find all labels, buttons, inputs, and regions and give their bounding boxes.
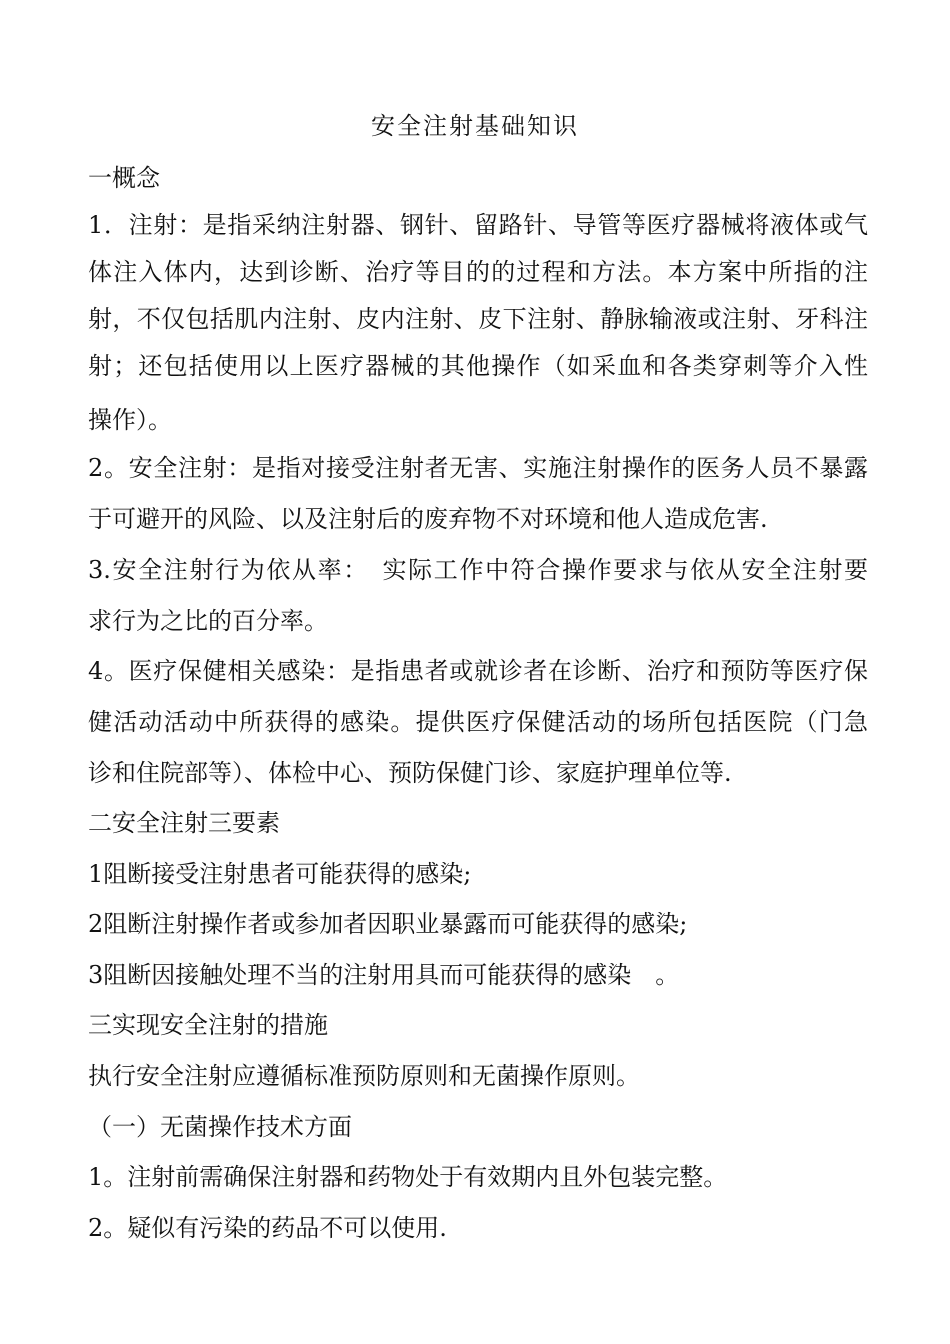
document-title: 安全注射基础知识: [371, 112, 579, 140]
subsection-heading-aseptic: （一）无菌操作技术方面: [88, 1113, 352, 1141]
list-item: 2。疑似有污染的药品不可以使用.: [88, 1214, 447, 1242]
paragraph-line: 1．注射：是指采纳注射器、钢针、留路针、导管等医疗器械将液体或气: [88, 211, 868, 239]
list-item: 1。注射前需确保注射器和药物处于有效期内且外包装完整。: [88, 1163, 728, 1191]
paragraph-line: 射，不仅包括肌内注射、皮内注射、皮下注射、静脉输液或注射、牙科注: [88, 305, 868, 333]
section-heading-concepts: 一概念: [88, 164, 160, 192]
paragraph-line: 求行为之比的百分率。: [88, 607, 328, 635]
paragraph-line: 3.安全注射行为依从率： 实际工作中符合操作要求与依从安全注射要: [88, 556, 868, 584]
paragraph-line: 操作）。: [88, 406, 172, 434]
paragraph-line: 2。安全注射：是指对接受注射者无害、实施注射操作的医务人员不暴露: [88, 454, 868, 482]
list-item: 1阻断接受注射患者可能获得的感染;: [88, 860, 472, 888]
paragraph-line: 体注入体内，达到诊断、治疗等目的的过程和方法。本方案中所指的注: [88, 258, 868, 286]
list-item: 2阻断注射操作者或参加者因职业暴露而可能获得的感染;: [88, 910, 688, 938]
paragraph-line: 健活动活动中所获得的感染。提供医疗保健活动的场所包括医院（门急: [88, 708, 868, 736]
section-heading-three-elements: 二安全注射三要素: [88, 809, 280, 837]
paragraph-line: 执行安全注射应遵循标准预防原则和无菌操作原则。: [88, 1062, 640, 1090]
paragraph-line: 4。医疗保健相关感染：是指患者或就诊者在诊断、治疗和预防等医疗保: [88, 657, 868, 685]
paragraph-line: 于可避开的风险、以及注射后的废弃物不对环境和他人造成危害.: [88, 505, 768, 533]
list-item: 3阻断因接触处理不当的注射用具而可能获得的感染 。: [88, 961, 680, 989]
section-heading-measures: 三实现安全注射的措施: [88, 1011, 328, 1039]
paragraph-line: 射；还包括使用以上医疗器械的其他操作（如采血和各类穿刺等介入性: [88, 352, 868, 380]
paragraph-line: 诊和住院部等）、体检中心、预防保健门诊、家庭护理单位等.: [88, 759, 732, 787]
